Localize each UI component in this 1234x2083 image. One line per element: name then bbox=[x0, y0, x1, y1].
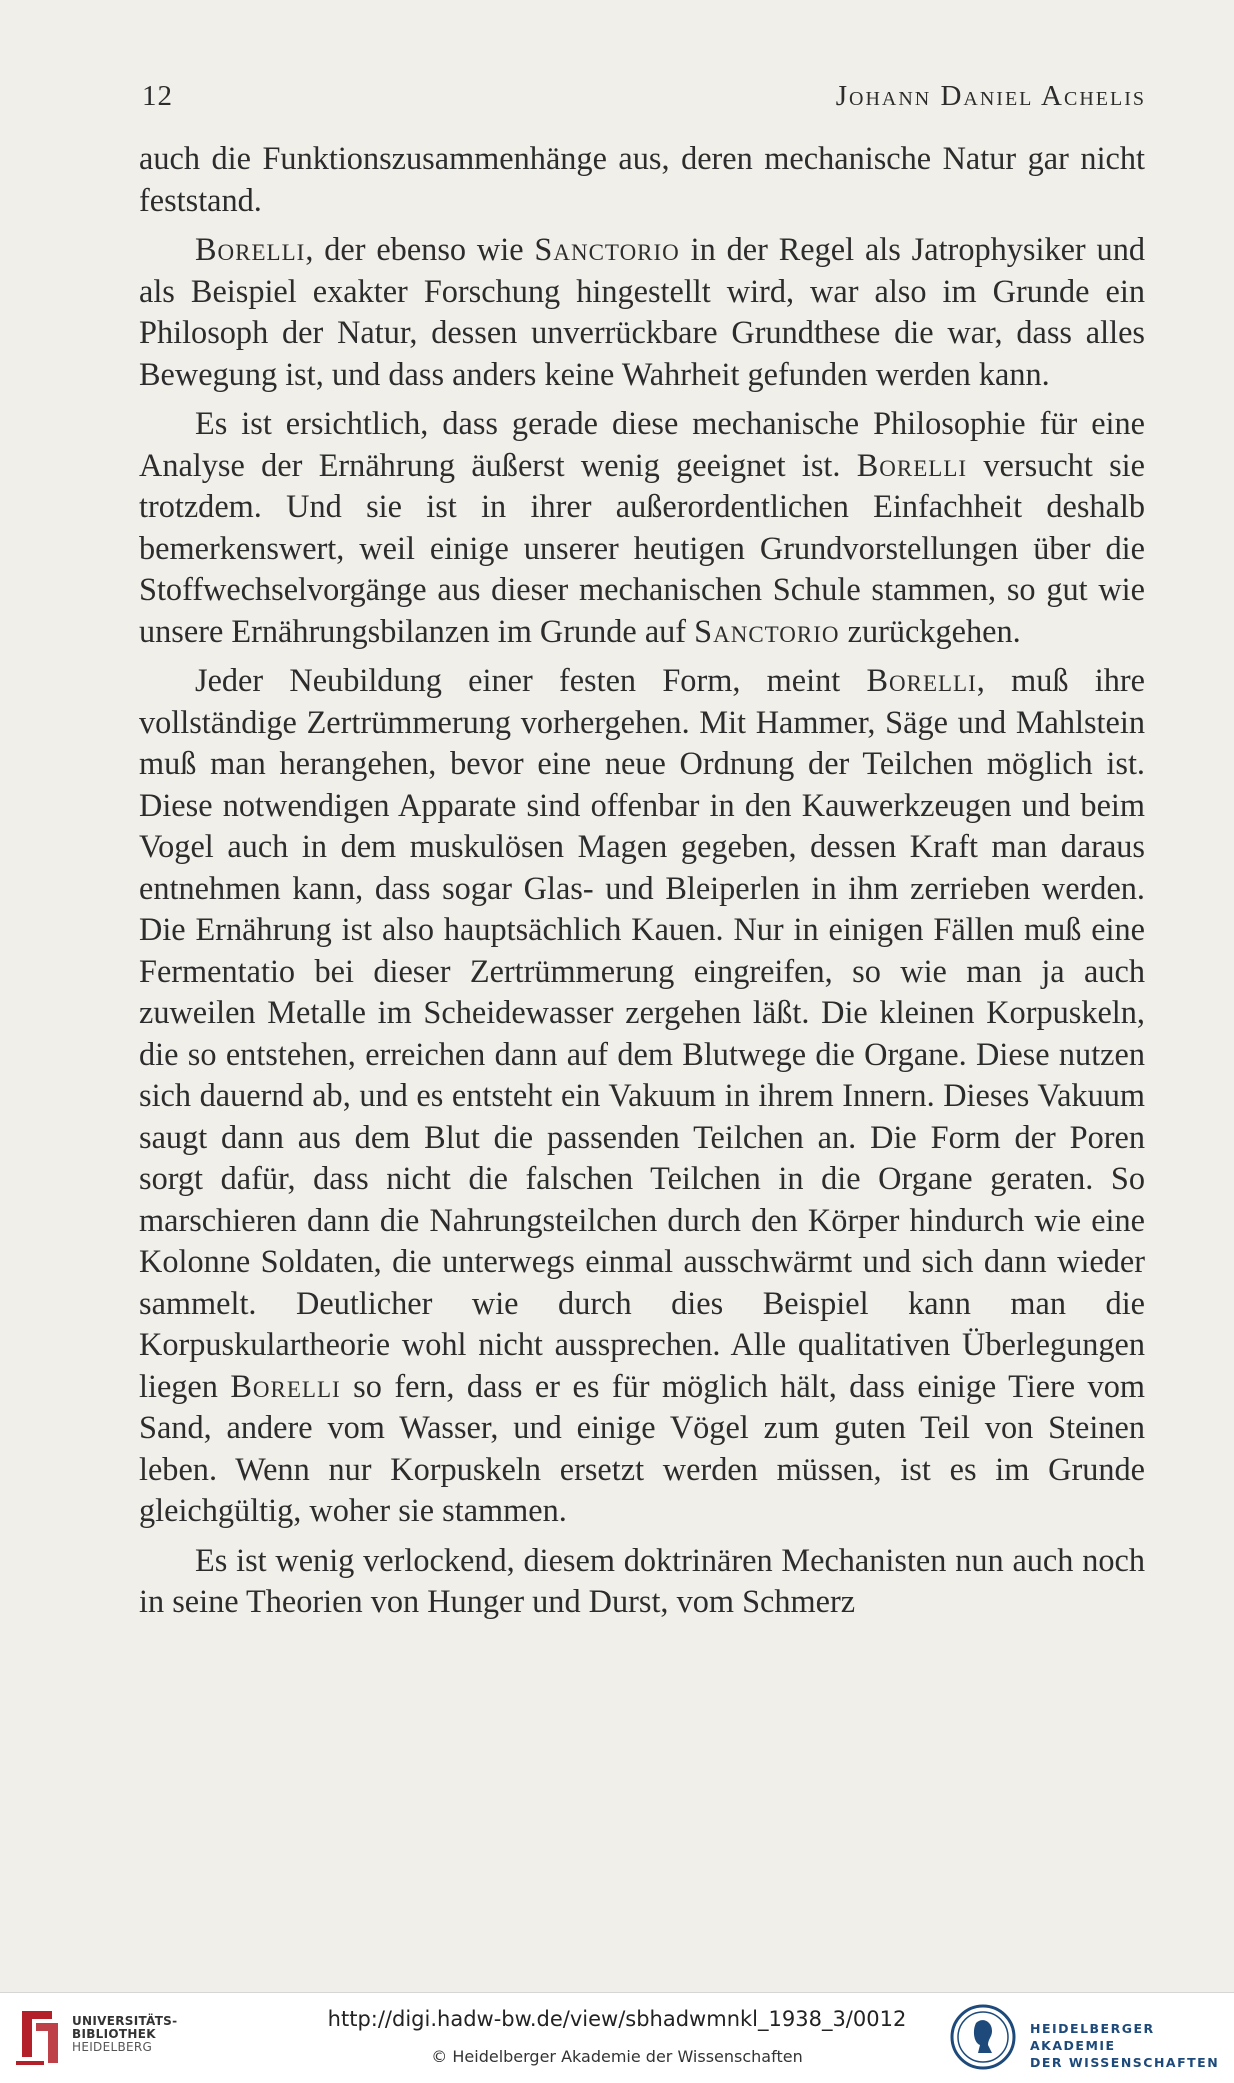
text-run: versucht sie trotzdem. Und sie ist in ihrer außerordentlichen Einfachheit deshalb bemerkenswert, weil einige unserer heutigen Grundvorstellungen über die Stoffwechselvorgänge aus dieser mechanischen Schule stammen, so gut wie unsere Ernährungsbilanzen im Grunde auf bbox=[139, 446, 1145, 649]
library-line-2: BIBLIOTHEK bbox=[72, 2027, 156, 2041]
author-name: Sanctorio bbox=[694, 612, 840, 649]
library-line-3: HEIDELBERG bbox=[72, 2040, 153, 2054]
author-name: Sanctorio bbox=[534, 231, 680, 267]
viewer-footer bbox=[0, 1992, 1234, 2083]
author-name: Borelli bbox=[195, 231, 306, 267]
text-run: , der ebenso wie bbox=[305, 231, 535, 267]
text-run: Es ist ersichtlich, dass gerade diese mechanische Philosophie für eine Analyse der Ernährung äußerst wenig geeignet ist. bbox=[139, 405, 1145, 483]
text-run: in der Regel als Jatrophysiker und als Beispiel exakter Forschung hingestellt wird, war also im Grunde ein Philosoph der Natur, dessen unverrückbare Grundthese die war, dass alles Bewegung ist, und dass anders keine Wahrheit gefunden werden kann. bbox=[139, 231, 1145, 392]
text-run: Jeder Neubildung einer festen Form, meint bbox=[195, 662, 867, 698]
library-line-1: UNIVERSITÄTS- bbox=[72, 2014, 178, 2028]
paragraph bbox=[139, 403, 1145, 652]
paragraph bbox=[139, 229, 1145, 395]
text-run: zurückgehen. bbox=[839, 612, 1021, 649]
permalink-url[interactable]: http://digi.hadw-bw.de/view/sbhadwmnkl_1938_3/0012 bbox=[327, 2007, 907, 2031]
academy-seal-icon[interactable] bbox=[948, 2001, 1018, 2077]
page-number: 12 bbox=[142, 80, 173, 112]
text-run: so fern, dass er es für möglich hält, dass einige Tiere vom Sand, andere vom Wasser, und einige Vögel zum guten Teil von Steinen leben. Wenn nur Korpuskeln ersetzt werden müssen, ist es im Grunde gleichgültig, woher sie stammen. bbox=[139, 1367, 1145, 1528]
page-header bbox=[142, 80, 1146, 120]
paragraph bbox=[139, 138, 1145, 221]
author-name: Borelli bbox=[856, 446, 968, 483]
academy-line-2: DER WISSENSCHAFTEN bbox=[1030, 2055, 1220, 2070]
copyright-notice: © Heidelberger Akademie der Wissenschaften bbox=[431, 2047, 803, 2066]
paragraph bbox=[139, 660, 1145, 1532]
running-title: Johann Daniel Achelis bbox=[835, 80, 1146, 112]
academy-name bbox=[1030, 2020, 1234, 2071]
text-run: auch die Funktionszusammenhänge aus, deren mechanische Natur gar nicht feststand. bbox=[139, 140, 1145, 218]
body-text bbox=[139, 138, 1145, 1631]
text-run: Es ist wenig verlockend, diesem doktrinären Mechanisten nun auch noch in seine Theorien von Hunger und Durst, vom Schmerz bbox=[139, 1541, 1145, 1619]
text-run: , muß ihre vollständige Zertrümmerung vorhergehen. Mit Hammer, Säge und Mahlstein muß man herangehen, bevor eine neue Ordnung der Teilchen möglich ist. Diese notwendigen Apparate sind offenbar in den Kauwerkzeugen und beim Vogel auch in dem muskulösen Magen gegeben, dessen Kraft man daraus entnehmen kann, dass sogar Glas- und Bleiperlen in ihm zerrieben werden. Die Ernährung ist also hauptsächlich Kauen. Nur in einigen Fällen muß eine Fermentatio bei dieser Zertrümmerung eingreifen, so wie man ja auch zuweilen Metalle im Scheidewasser zergehen läßt. Die kleinen Korpuskeln, die so entstehen, erreichen dann auf dem Blutwege die Organe. Diese nutzen sich dauernd ab, und es entsteht ein Vakuum in ihrem Innern. Dieses Vakuum saugt dann aus dem Blut die passenden Teilchen an. Die Form der Poren sorgt dafür, dass nicht die falschen Teilchen in die Organe geraten. So marschieren dann die Nahrungsteilchen durch den Körper hindurch wie eine Kolonne Soldaten, die unterwegs einmal ausschwärmt und sich dann wieder sammelt. Deutlicher wie durch dies Beispiel kann man die Korpuskulartheorie wohl nicht aussprechen. Alle qualitativen Überlegungen liegen bbox=[139, 662, 1146, 1404]
author-name: Borelli bbox=[230, 1367, 341, 1404]
author-name: Borelli bbox=[866, 662, 977, 698]
paragraph bbox=[139, 1540, 1145, 1623]
academy-line-1: HEIDELBERGER AKADEMIE bbox=[1030, 2021, 1155, 2053]
